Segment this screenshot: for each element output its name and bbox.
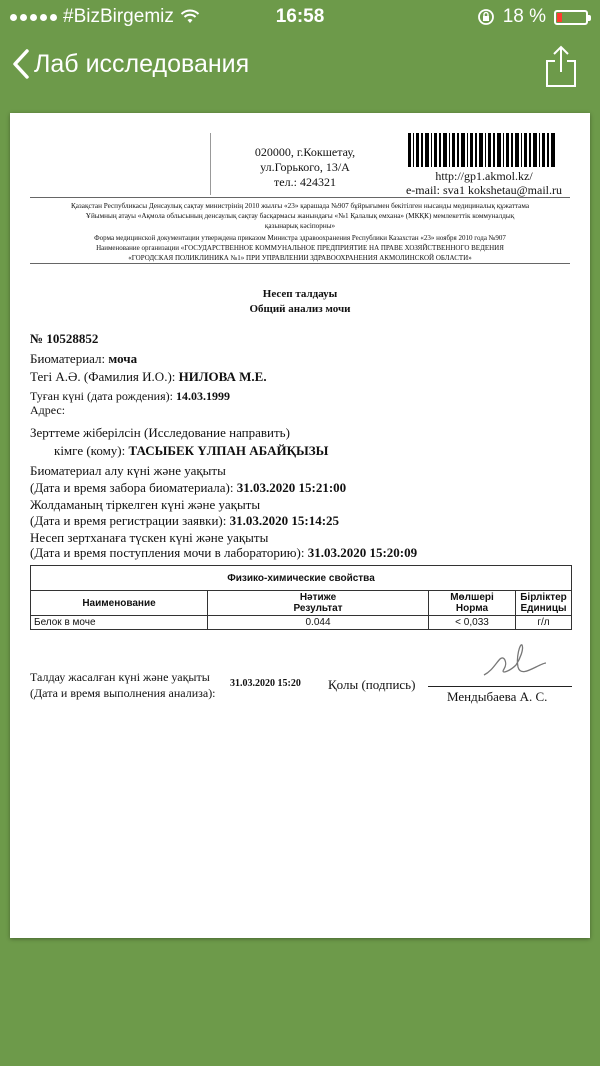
table-caption: Физико-химические свойства <box>31 566 572 591</box>
document-title-ru: Общий анализ мочи <box>249 303 351 315</box>
recipient-row <box>54 443 328 459</box>
biomaterial-value: моча <box>108 351 138 366</box>
nav-bar <box>0 38 600 100</box>
recv-value: 31.03.2020 15:20:09 <box>307 545 418 560</box>
document-number: № 10528852 <box>30 331 99 346</box>
recv-label-kz: Несеп зертханаға түскен күні және уақыты <box>30 530 269 545</box>
back-button[interactable] <box>12 48 249 80</box>
reg-value: 31.03.2020 15:14:25 <box>229 513 340 528</box>
col-result-ru: Результат <box>293 603 343 614</box>
done-label-kz: Талдау жасалған күні және уақыты <box>30 670 210 684</box>
battery-percent: 18 % <box>502 6 546 27</box>
recipient-label: кімге (кому): <box>54 443 126 458</box>
address-line-1: 020000, г.Кокшетау, <box>254 145 356 159</box>
collect-row <box>30 480 346 496</box>
chevron-left-icon <box>12 48 30 80</box>
clinic-address <box>210 145 400 190</box>
cell-name: Белок в моче <box>31 616 208 630</box>
document-title-kz: Несеп талдауы <box>262 288 338 300</box>
sent-label: Зерттеме жіберілсін (Исследование направить) <box>30 425 290 440</box>
address-label: Адрес: <box>30 403 66 417</box>
share-button[interactable] <box>544 44 578 93</box>
legal-ru-line-1: Форма медицинской документации утверждена приказом Министра здравоохранения Республики Казахстан «23» ноября 2010 года №907 <box>94 234 506 242</box>
clinic-contacts <box>394 169 574 197</box>
orientation-lock-icon <box>477 8 495 26</box>
carrier-name: #BizBirgemiz <box>63 6 174 27</box>
reg-label-ru: (Дата и время регистрации заявки): <box>30 513 227 528</box>
collect-label-ru: (Дата и время забора биоматериала): <box>30 480 234 495</box>
biomaterial-label: Биоматериал: <box>30 351 106 366</box>
clinic-email: e-mail: sva1 kokshetau@mail.ru <box>405 183 562 197</box>
done-label-ru: (Дата и время выполнения анализа): <box>30 686 216 700</box>
col-name-label: Наименование <box>82 597 156 609</box>
cell-result: 0.044 <box>208 616 429 630</box>
header-rule-bottom <box>30 263 570 264</box>
recv-label-ru: (Дата и время поступления мочи в лабораторию): <box>30 545 305 560</box>
clinic-website: http://gp1.akmol.kz/ <box>435 169 533 183</box>
patient-name-value: НИЛОВА М.Е. <box>178 369 267 384</box>
header-rule-top <box>30 197 570 198</box>
table-row <box>31 616 572 630</box>
reg-label-kz: Жолдаманың тіркелген күні және уақыты <box>30 497 261 512</box>
col-norm-ru: Норма <box>455 603 489 614</box>
signal-dots-icon <box>10 14 57 21</box>
dob-value: 14.03.1999 <box>175 389 230 403</box>
legal-ru <box>30 233 570 263</box>
signature-icon <box>480 641 550 683</box>
legal-kz <box>30 201 570 231</box>
signature-line <box>428 686 572 687</box>
col-norm-kz: Мөлшері <box>450 592 494 603</box>
status-left <box>10 6 200 28</box>
address-line-2: ул.Горького, 13/А <box>260 160 350 174</box>
col-units-kz: Бірліктер <box>520 592 567 603</box>
wifi-icon <box>180 9 200 25</box>
barcode-icon <box>408 133 558 167</box>
status-bar <box>0 0 600 34</box>
legal-ru-line-3: «ГОРОДСКАЯ ПОЛИКЛИНИКА №1» ПРИ УПРАВЛЕНИИ ЗДРАВООХРАНЕНИЯ АКМОЛИНСКОЙ ОБЛАСТИ» <box>128 254 472 262</box>
status-time: 16:58 <box>275 6 325 27</box>
results-table <box>30 565 572 630</box>
reg-row <box>30 513 339 529</box>
status-right <box>477 6 588 28</box>
share-icon <box>544 44 578 88</box>
recipient-value: ТАСЫБЕК ҮЛПАН АБАЙҚЫЗЫ <box>128 443 329 458</box>
recv-row <box>30 545 417 561</box>
cell-norm: < 0,033 <box>429 616 516 630</box>
legal-kz-line-3: қазынарық кәсіпорны» <box>264 222 336 230</box>
table-header-row <box>31 591 572 616</box>
legal-kz-line-1: Қазақстан Республикасы Денсаулық сақтау министрінің 2010 жылғы «23» қарашада №907 бұйрығымен бекітілген нысанды медициналық құжаттама <box>70 202 530 210</box>
col-header-units <box>516 591 572 616</box>
col-units-ru: Единицы <box>520 603 567 614</box>
signer-name: Мендыбаева А. С. <box>447 689 548 704</box>
done-value: 31.03.2020 15:20 <box>230 678 301 689</box>
signature-label: Қолы (подпись) <box>328 677 416 692</box>
collect-value: 31.03.2020 15:21:00 <box>236 480 347 495</box>
dob-label: Туған күні (дата рождения): <box>30 389 173 403</box>
patient-name-label: Тегі А.Ә. (Фамилия И.О.): <box>30 369 176 384</box>
biomaterial-row <box>30 351 137 367</box>
col-header-name <box>31 591 208 616</box>
cell-units: г/л <box>516 616 572 630</box>
col-result-kz: Нәтиже <box>299 592 337 603</box>
legal-ru-line-2: Наименование организации «ГОСУДАРСТВЕННОЕ КОММУНАЛЬНОЕ ПРЕДПРИЯТИЕ НА ПРАВЕ ХОЗЯЙСТВЕННОГО ВЕДЕНИЯ <box>96 244 504 252</box>
battery-icon <box>554 10 588 25</box>
lab-document <box>10 113 590 938</box>
legal-kz-line-2: Ұйымның атауы «Ақмола облысының денсаулық сақтау басқармасы жанындағы «№1 Қалалық емхана» (МКҚК) мемлекеттік коммуналдық <box>85 212 515 220</box>
col-header-norm <box>429 591 516 616</box>
collect-label-kz: Биоматериал алу күні және уақыты <box>30 463 226 478</box>
nav-title: Лаб исследования <box>34 49 250 78</box>
col-header-result <box>208 591 429 616</box>
patient-name-row <box>30 369 267 385</box>
dob-row <box>30 389 230 404</box>
address-phone: тел.: 424321 <box>274 175 336 189</box>
